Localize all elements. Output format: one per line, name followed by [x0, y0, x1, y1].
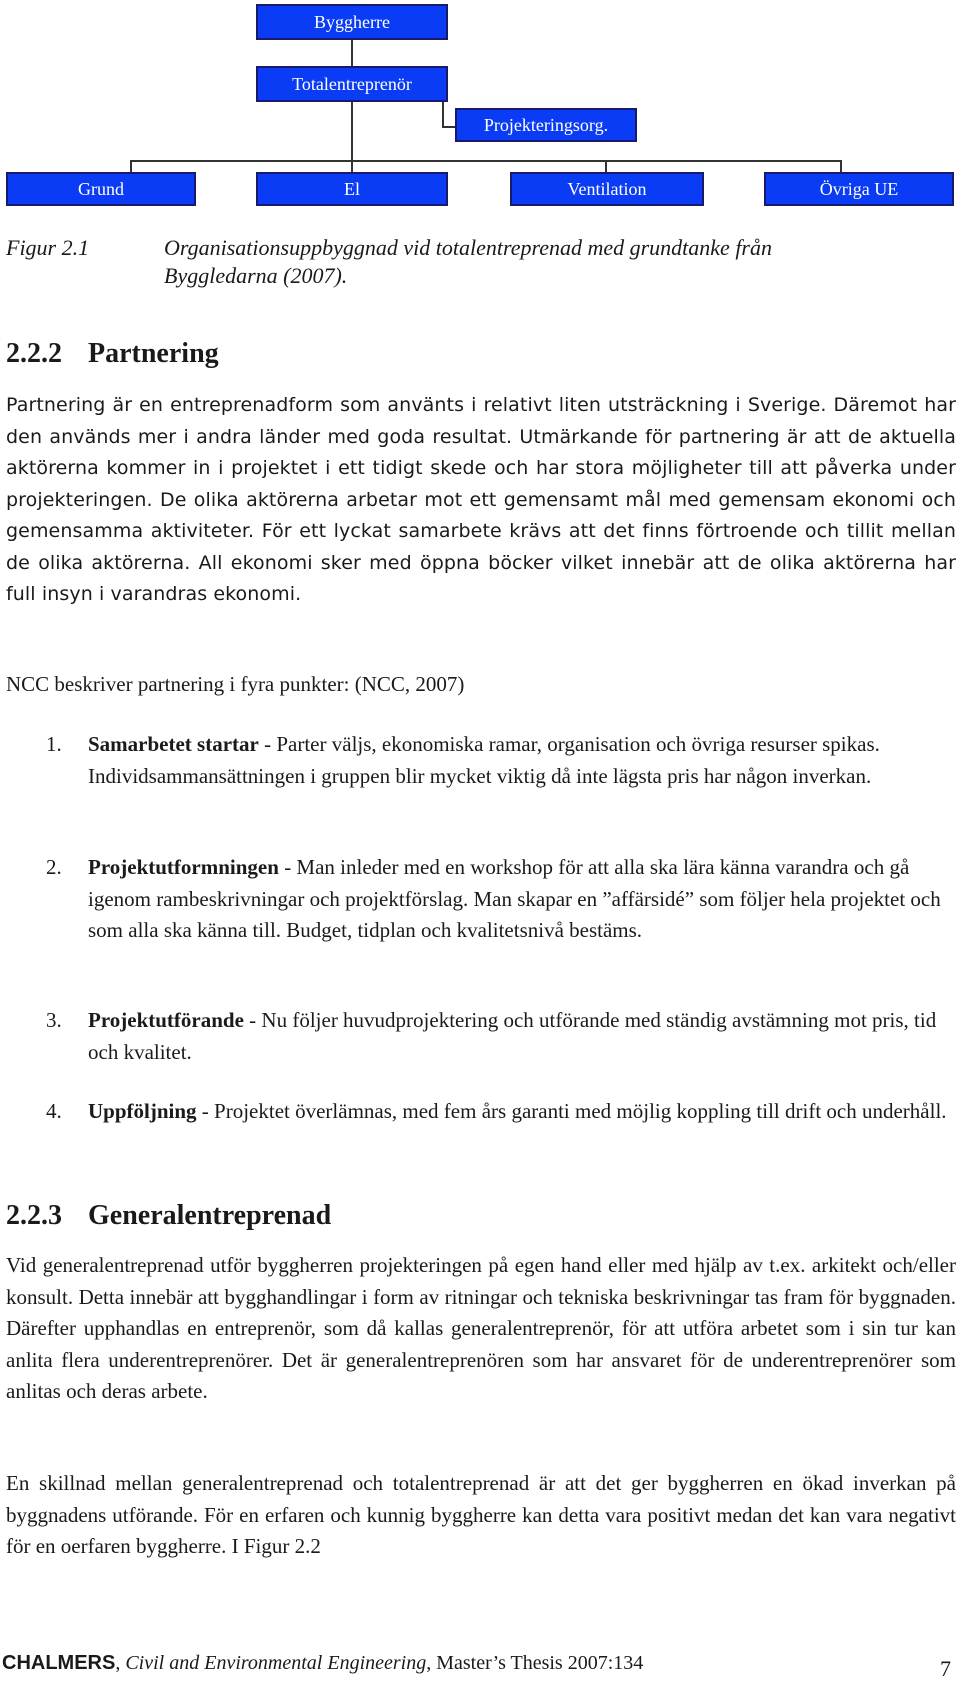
footer-department: Civil and Environmental Engineering: [125, 1652, 427, 1674]
org-connector: [351, 160, 353, 172]
list-item-text: - Projektet överlämnas, med fem års garanti med möjlig koppling till drift och underhåll.: [196, 1099, 947, 1123]
org-connector: [605, 160, 607, 172]
body-paragraph: En skillnad mellan generalentreprenad och totalentreprenad är att det ger byggherren en ökad inverkan på byggnadens utförande. För en erfaren och kunnig byggherre kan detta vara positivt medan det kan vara negativt för en oerfaren byggherre. I Figur 2.2: [6, 1471, 956, 1558]
list-item-title: Uppföljning: [88, 1099, 197, 1123]
list-item-title: Projektutförande: [88, 1008, 244, 1032]
list-item-number: 4.: [46, 1099, 62, 1123]
page-number: 7: [940, 1656, 951, 1681]
body-paragraph: Partnering är en entreprenadform som använts i relativt liten utsträckning i Sverige. Däremot har den används mer i andra länder med goda resultat. Utmärkande för partnering är att de aktuella aktörerna kommer in i projektet i ett tidigt skede och har stora möjligheter till att påverka under projekteringen. De olika aktörerna arbetar mot ett gemensamt mål med gemensam ekonomi och gemensamma aktiviteter. För ett lyckat samarbete krävs att det finns förtroende och tillit mellan de olika aktörerna. All ekonomi sker med öppna böcker vilket innebär att de olika aktörerna har full insyn i varandras ekonomi.: [6, 394, 956, 605]
list-item-title: Projektutformningen: [88, 855, 279, 879]
org-box-byggherre: Byggherre: [256, 4, 448, 40]
body-paragraph: Vid generalentreprenad utför byggherren projekteringen på egen hand eller med hjälp av t.ex. arkitekt och/eller konsult. Detta innebär att bygghandlingar i form av ritningar och tekniska beskrivningar tas fram för byggnaden. Därefter upphandlas en entreprenör, som då kallas generalentreprenör, för att utföra arbetet som i sin tur kan anlita flera underentreprenörer. Det är generalentreprenören som har ansvaret för de underentreprenörer som anlitas och deras arbete.: [6, 1253, 956, 1403]
org-box-ovriga-ue: Övriga UE: [764, 172, 954, 206]
org-box-totalentreprenor: Totalentreprenör: [256, 66, 448, 102]
list-item-body: [88, 1096, 958, 1128]
footer-brand: CHALMERS: [2, 1652, 116, 1674]
figure-label: Figur 2.1: [6, 235, 90, 260]
list-item-title: Samarbetet startar: [88, 732, 259, 756]
org-connector: [351, 102, 353, 160]
section-title: Partnering: [88, 338, 219, 369]
figure-caption-line: Organisationsuppbyggnad vid totalentreprenad med grundtanke från: [164, 235, 772, 260]
list-item-text: - Parter väljs, ekonomiska ramar, organisation och övriga resurser spikas. Individsammansättningen i gruppen blir mycket viktig då inte lägsta pris har någon inverkan.: [88, 732, 880, 788]
list-item-body: [88, 729, 958, 792]
org-box-el: El: [256, 172, 448, 206]
list-intro: NCC beskriver partnering i fyra punkter: (NCC, 2007): [6, 672, 465, 696]
org-connector: [351, 40, 353, 66]
list-item-text: - Nu följer huvudprojektering och utförande med ständig avstämning mot pris, tid och kvalitet.: [88, 1008, 937, 1064]
org-box-grund: Grund: [6, 172, 196, 206]
org-connector: [442, 102, 444, 128]
list-item-number: 1.: [46, 732, 62, 756]
list-item-body: [88, 852, 958, 947]
figure-caption-line: Byggledarna (2007).: [164, 263, 348, 288]
section-title: Generalentreprenad: [88, 1200, 332, 1231]
org-connector: [442, 126, 456, 128]
list-item-number: 3.: [46, 1008, 62, 1032]
org-box-projekteringsorg: Projekteringsorg.: [455, 108, 637, 142]
section-number: 2.2.2: [6, 338, 62, 369]
list-item-body: [88, 1005, 958, 1068]
figure-caption: [164, 234, 958, 290]
footer-thesis: Master’s Thesis 2007:134: [436, 1652, 644, 1674]
page-footer: CHALMERS, Civil and Environmental Engineering, Master’s Thesis 2007:134: [2, 1652, 644, 1674]
org-connector: [130, 160, 842, 162]
list-item-number: 2.: [46, 855, 62, 879]
org-box-ventilation: Ventilation: [510, 172, 704, 206]
org-connector: [840, 160, 842, 172]
section-number: 2.2.3: [6, 1200, 62, 1231]
org-connector: [130, 160, 132, 172]
list-item-text: - Man inleder med en workshop för att alla ska lära känna varandra och gå igenom rambeskrivningar och projektförslag. Man skapar en ”affärsidé” som följer hela projektet och som alla ska känna till. Budget, tidplan och kvalitetsnivå bestäms.: [88, 855, 941, 942]
